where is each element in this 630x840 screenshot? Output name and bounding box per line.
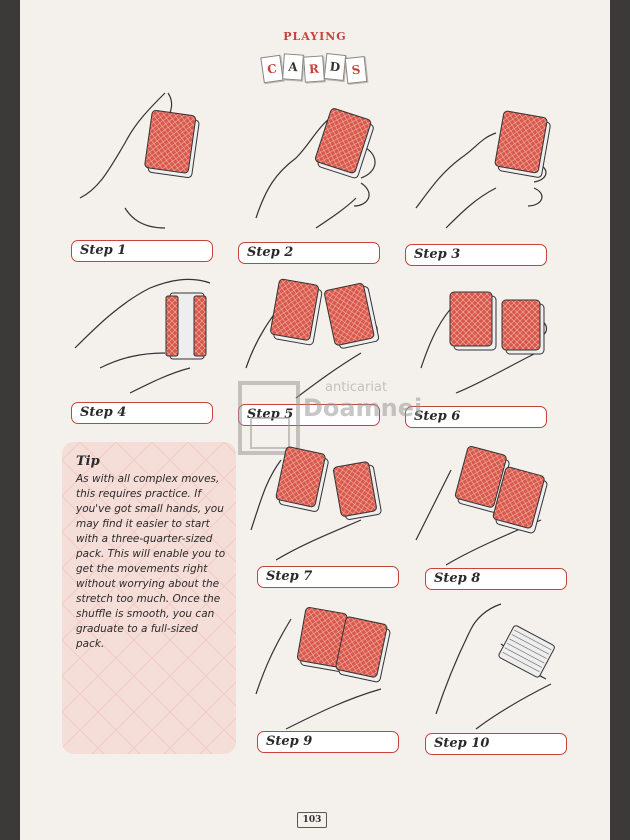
- step-10-label: Step 10: [425, 733, 567, 755]
- tip-body: As with all complex moves, this requires practice. If you've got small hands, you may find it easier to start with a three-quarter-sized pack. This will enable you to get the movements right without worrying about the stretch too much. Once the shuffle is smooth, you can graduate to a full-sized pack.: [76, 473, 226, 650]
- step-8-label: Step 8: [425, 568, 567, 590]
- book-page: [20, 0, 610, 840]
- step-4-illustration: [70, 258, 220, 408]
- logo-card-s: S: [345, 56, 368, 84]
- cards-logo: [262, 52, 368, 82]
- watermark-line-2: Doamnei: [303, 394, 423, 422]
- logo-card-d: D: [324, 53, 347, 81]
- chapter-title: PLAYING: [283, 30, 347, 43]
- watermark-line-1: anticariat: [325, 380, 388, 395]
- logo-card-c: C: [260, 55, 283, 84]
- step-3-label: Step 3: [405, 244, 547, 266]
- step-6-label: Step 6: [405, 406, 547, 428]
- step-9-label: Step 9: [257, 731, 399, 753]
- step-6-illustration: [406, 258, 556, 408]
- step-9-illustration: [246, 584, 396, 734]
- step-7-label: Step 7: [257, 566, 399, 588]
- tip-box: [62, 442, 236, 754]
- tip-title: Tip: [76, 454, 100, 469]
- step-4-label: Step 4: [71, 402, 213, 424]
- logo-card-r: R: [303, 55, 325, 82]
- step-1-illustration: [70, 88, 220, 238]
- step-1-label: Step 1: [71, 240, 213, 262]
- logo-card-a: A: [282, 53, 304, 80]
- step-8-illustration: [406, 420, 556, 570]
- page-number: 103: [297, 812, 327, 828]
- step-7-illustration: [236, 420, 386, 570]
- step-2-label: Step 2: [238, 242, 380, 264]
- step-2-illustration: [236, 88, 386, 238]
- step-10-illustration: [416, 584, 566, 734]
- step-5-label: Step 5: [238, 404, 380, 426]
- step-3-illustration: [406, 88, 556, 238]
